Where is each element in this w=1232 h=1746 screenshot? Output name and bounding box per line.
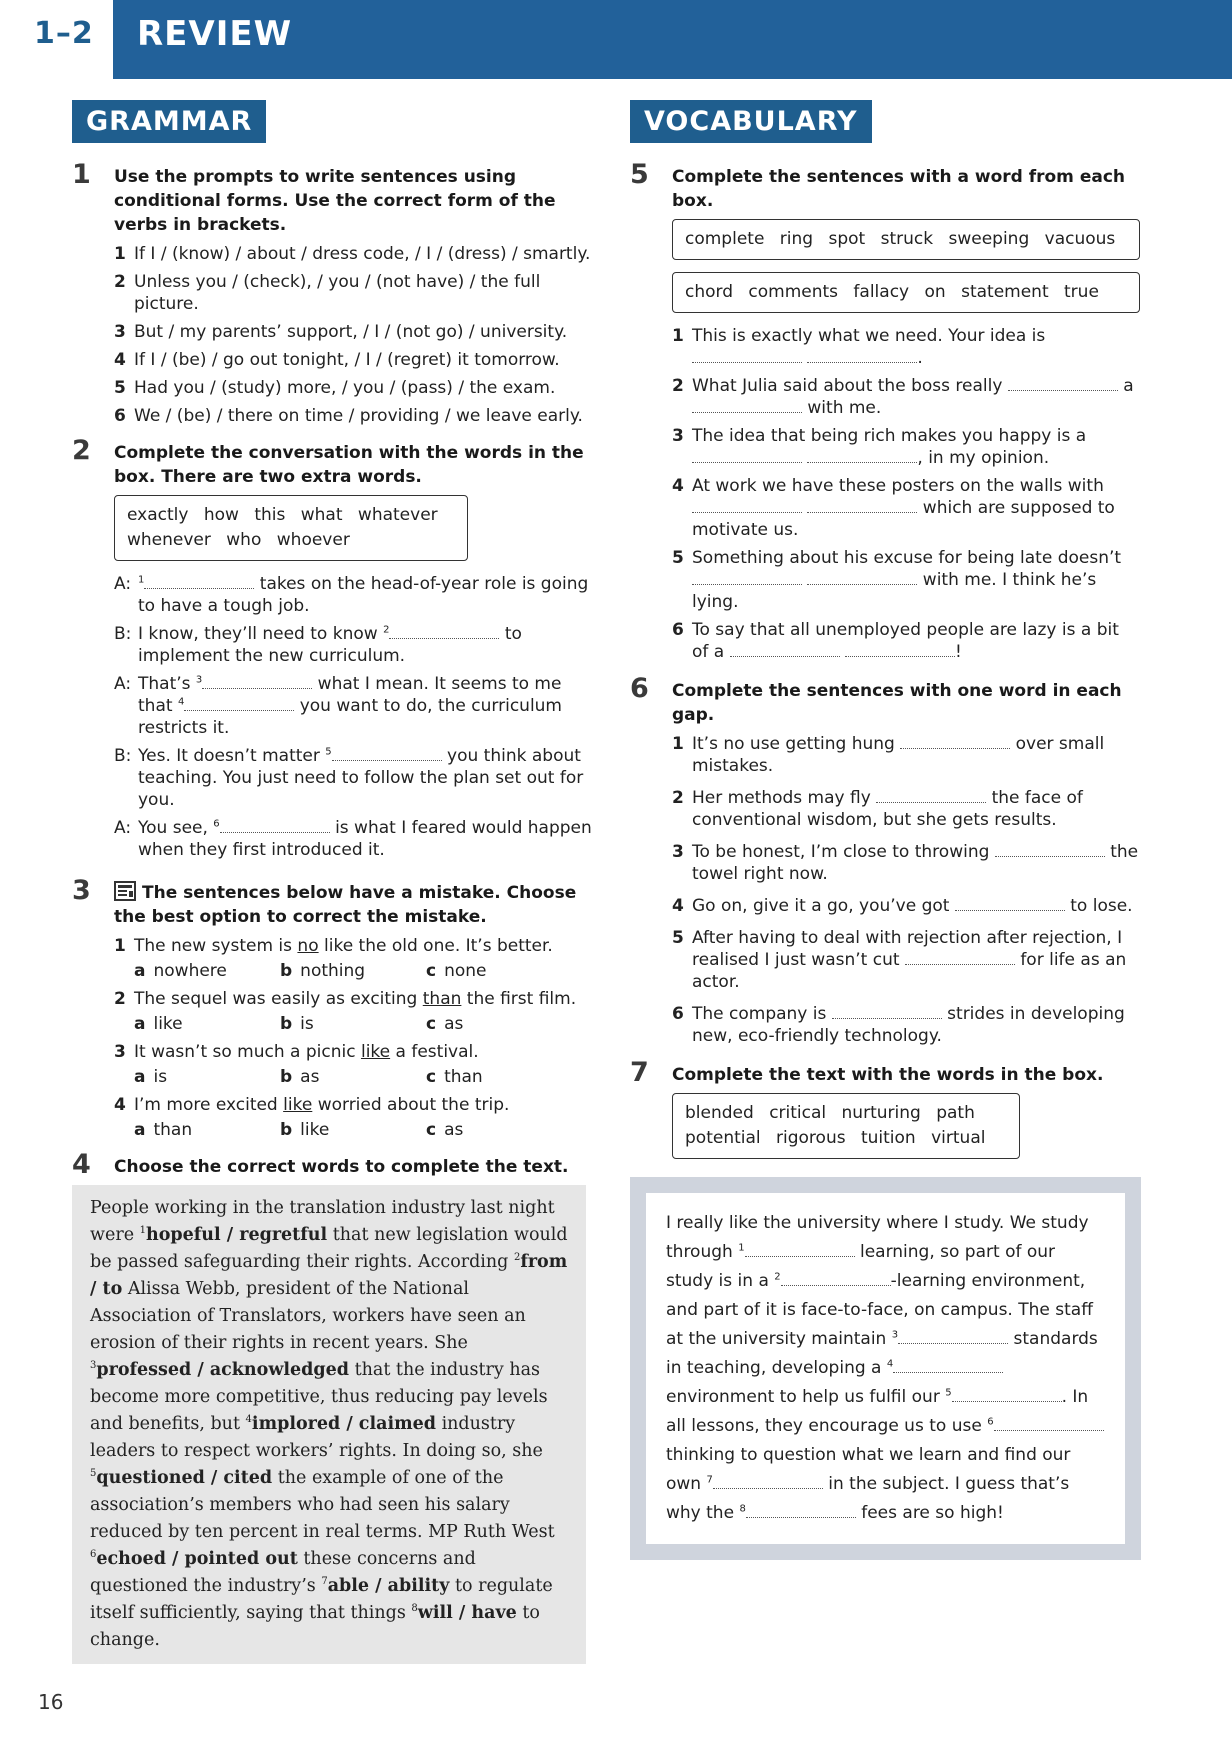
answer-gap[interactable] (995, 843, 1105, 857)
answer-gap[interactable] (692, 499, 802, 513)
answer-gap[interactable] (184, 697, 294, 711)
answer-gap[interactable] (692, 349, 802, 363)
answer-gap[interactable] (713, 1475, 823, 1489)
answer-gap[interactable] (692, 449, 802, 463)
option-b[interactable]: b nothing (280, 961, 366, 981)
text-frame (630, 1177, 1141, 1560)
unit-code: 1–2 (34, 16, 94, 51)
list-item: 5 Had you / (study) more, / you / (pass) / the exam. (114, 378, 556, 398)
answer-gap[interactable] (745, 1243, 855, 1257)
reading-text: People working in the translation industry last night were $^1$hopeful / regretful that new legislation would be passed safeguarding their rights. According $^2$from / to Alissa Webb, president of the National Association of Translators, workers have seen an erosion of their rights in recent years. She $^3$professed / acknowledged that the industry has become more competitive, thus reducing pay levels and benefits, but $^4$implored / claimed industry leaders to respect workers’ rights. In doing so, she $^5$questioned / cited the example of one of the association’s members who had seen his salary reduced by ten percent in real terms. MP Ruth West $^6$echoed / pointed out these concerns and questioned the industry’s $^7$able / ability to regulate itself sufficiently, saying that things $^8$will / have to change. (72, 1185, 586, 1664)
answer-gap[interactable] (905, 951, 1015, 965)
vocabulary-heading: VOCABULARY (630, 100, 872, 143)
choice-5[interactable]: questioned / cited (96, 1468, 273, 1488)
choice-2[interactable]: from / to (90, 1252, 568, 1299)
question-item: 4 I’m more excited like worried about the trip. (114, 1095, 510, 1115)
choice-6[interactable]: echoed / pointed out (96, 1549, 298, 1569)
exercise-instruction: Complete the sentences with a word from each box. (672, 167, 1125, 211)
answer-gap[interactable] (893, 1359, 1003, 1373)
option-c[interactable]: c as (426, 1120, 464, 1140)
exercise-number: 7 (630, 1057, 649, 1088)
page-title: REVIEW (137, 14, 293, 54)
exercise-5 (630, 159, 1140, 663)
answer-options (114, 1119, 592, 1141)
answer-gap[interactable] (994, 1417, 1104, 1431)
answer-options (114, 1066, 592, 1088)
question-item: 3 It wasn’t so much a picnic like a festival. (114, 1042, 479, 1062)
answer-gap[interactable] (746, 1504, 856, 1518)
answer-gap[interactable] (898, 1330, 1008, 1344)
choice-7[interactable]: able / ability (327, 1576, 450, 1596)
list-item: 5 After having to deal with rejection after rejection, I realised I just wasn’t cut for life as an actor. (672, 928, 1127, 992)
answer-gap[interactable] (807, 499, 917, 513)
list-item: 6 The company is strides in developing new, eco-friendly technology. (672, 1004, 1125, 1046)
list-item: 2 What Julia said about the boss really a with me. (672, 376, 1134, 418)
question-item: 1 The new system is no like the old one. It’s better. (114, 936, 553, 956)
exercise-instruction: Choose the correct words to complete the text. (114, 1157, 569, 1177)
exercise-6 (630, 673, 1140, 1047)
exercise-number: 6 (630, 673, 649, 704)
choice-8[interactable]: will / have (417, 1603, 517, 1623)
word-box: complete ring spot struck sweeping vacuous (672, 219, 1140, 260)
exercise-1 (72, 159, 592, 427)
exercise-4 (72, 1149, 592, 1664)
answer-gap[interactable] (202, 675, 312, 689)
answer-gap[interactable] (220, 819, 330, 833)
word-box: chord comments fallacy on statement true (672, 272, 1140, 313)
list-item: 3 The idea that being rich makes you happy is a , in my opinion. (672, 426, 1087, 468)
option-a[interactable]: a than (134, 1120, 193, 1140)
page-header (0, 0, 1232, 79)
option-a[interactable]: a nowhere (134, 961, 227, 981)
list-item: 6 We / (be) / there on time / providing / we leave early. (114, 406, 583, 426)
option-a[interactable]: a is (134, 1067, 168, 1087)
list-item: 2 Unless you / (check), / you / (not have) / the full picture. (114, 272, 541, 314)
exercise-number: 4 (72, 1149, 91, 1180)
grammar-heading: GRAMMAR (72, 100, 266, 143)
list-item: 6 To say that all unemployed people are lazy is a bit of a ! (672, 620, 1119, 662)
answer-gap[interactable] (692, 571, 802, 585)
list-item: 3 But / my parents’ support, / I / (not go) / university. (114, 322, 568, 342)
answer-gap[interactable] (832, 1005, 942, 1019)
answer-gap[interactable] (692, 399, 802, 413)
list-item: 4 Go on, give it a go, you’ve got to lose. (672, 896, 1133, 916)
answer-gap[interactable] (876, 789, 986, 803)
answer-gap[interactable] (807, 349, 917, 363)
answer-gap[interactable] (781, 1272, 891, 1286)
answer-gap[interactable] (900, 735, 1010, 749)
exam-task-icon (114, 881, 136, 901)
option-c[interactable]: c than (426, 1067, 483, 1087)
exercise-instruction: The sentences below have a mistake. Choose the best option to correct the mistake. (114, 883, 577, 927)
list-item: 5 Something about his excuse for being late doesn’t with me. I think he’s lying. (672, 548, 1122, 612)
choice-3[interactable]: professed / acknowledged (96, 1360, 350, 1380)
dialogue-line: A: You see, $^6$ is what I feared would happen when they first introduced it. (114, 818, 592, 860)
answer-gap[interactable] (332, 747, 442, 761)
word-box: blended critical nurturing path potential rigorous tuition virtual (672, 1093, 1020, 1159)
list-item: 1 It’s no use getting hung over small mistakes. (672, 734, 1105, 776)
exercise-instruction: Complete the conversation with the words in the box. There are two extra words. (114, 443, 584, 487)
list-item: 2 Her methods may fly the face of conventional wisdom, but she gets results. (672, 788, 1083, 830)
option-b[interactable]: b is (280, 1014, 314, 1034)
list-item: 4 If I / (be) / go out tonight, / I / (regret) it tomorrow. (114, 350, 560, 370)
answer-gap[interactable] (955, 897, 1065, 911)
page-number: 16 (38, 1690, 64, 1714)
option-b[interactable]: b as (280, 1067, 320, 1087)
exercise-3 (72, 875, 592, 1141)
exercise-2 (72, 435, 592, 861)
word-box: exactly how this what whatever whenever who whoever (114, 495, 468, 561)
dialogue-line: B: I know, they’ll need to know $^2$ to implement the new curriculum. (114, 624, 522, 666)
exercise-instruction: Complete the sentences with one word in each gap. (672, 681, 1122, 725)
exercise-number: 1 (72, 159, 91, 190)
list-item: 3 To be honest, I’m close to throwing the towel right now. (672, 842, 1139, 884)
answer-gap[interactable] (807, 449, 917, 463)
exercise-number: 5 (630, 159, 649, 190)
list-item: 1 This is exactly what we need. Your idea is . (672, 326, 1046, 368)
reading-text: I really like the university where I study. We study through $^1$ learning, so part of our study is in a $^2$ -learning environment, and part of it is face-to-face, on campus. The staff at the university maintain $^3$ standards in teaching, developing a $^4$ environment to help us fulfil our $^5$ . In all lessons, they encourage us to use $^6$ thinking to question what we learn and find our own $^7$ in the subject. I guess that’s why the $^8$ fees are so high! (646, 1193, 1125, 1544)
dialogue-line: B: Yes. It doesn’t matter $^5$ you think about teaching. You just need to follow the plan set out for you. (114, 746, 584, 810)
list-item: 1 If I / (know) / about / dress code, / I / (dress) / smartly. (114, 244, 591, 264)
option-c[interactable]: c none (426, 961, 487, 981)
grammar-column (72, 100, 592, 1678)
question-item: 2 The sequel was easily as exciting than the first film. (114, 989, 577, 1009)
exercise-instruction: Complete the text with the words in the box. (672, 1065, 1104, 1085)
choice-1[interactable]: hopeful / regretful (146, 1225, 328, 1245)
answer-gap[interactable] (952, 1388, 1062, 1402)
choice-4[interactable]: implored / claimed (251, 1414, 436, 1434)
vocabulary-column (630, 100, 1140, 1574)
list-item: 4 At work we have these posters on the walls with which are supposed to motivate us. (672, 476, 1115, 540)
answer-gap[interactable] (845, 643, 955, 657)
answer-gap[interactable] (730, 643, 840, 657)
option-b[interactable]: b like (280, 1120, 330, 1140)
exercise-instruction: Use the prompts to write sentences using conditional forms. Use the correct form of the verbs in brackets. (114, 167, 556, 235)
answer-gap[interactable] (389, 625, 499, 639)
dialogue-line: A: That’s $^3$ what I mean. It seems to me that $^4$ you want to do, the curriculum restricts it. (114, 674, 562, 738)
option-c[interactable]: c as (426, 1014, 464, 1034)
answer-options (114, 960, 592, 982)
option-a[interactable]: a like (134, 1014, 183, 1034)
answer-gap[interactable] (144, 575, 254, 589)
exercise-7 (630, 1057, 1140, 1560)
answer-options (114, 1013, 592, 1035)
exercise-number: 3 (72, 875, 91, 906)
answer-gap[interactable] (1008, 377, 1118, 391)
answer-gap[interactable] (807, 571, 917, 585)
exercise-number: 2 (72, 435, 91, 466)
dialogue-line: A: $^1$ takes on the head-of-year role is going to have a tough job. (114, 574, 589, 616)
